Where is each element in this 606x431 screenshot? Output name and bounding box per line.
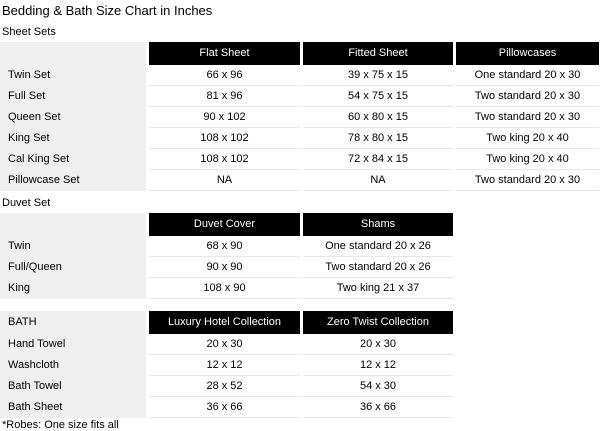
section-label-duvet-set: Duvet Set <box>2 197 51 209</box>
row-label: Full Set <box>0 86 146 107</box>
data-cell: 12 x 12 <box>149 355 300 376</box>
column-header-pillowcases: Pillowcases <box>456 42 599 65</box>
data-cell: 54 x 30 <box>303 376 453 397</box>
data-cell: NA <box>149 170 300 191</box>
column-header-shams: Shams <box>303 213 453 236</box>
data-cell: Two standard 20 x 30 <box>456 107 599 128</box>
data-cell: Two king 21 x 37 <box>303 278 453 299</box>
corner-cell <box>0 42 146 65</box>
column-header-fitted-sheet: Fitted Sheet <box>303 42 453 65</box>
column-header-duvet-cover: Duvet Cover <box>149 213 300 236</box>
row-label: King Set <box>0 128 146 149</box>
data-cell: 78 x 80 x 15 <box>303 128 453 149</box>
data-cell: One standard 20 x 26 <box>303 236 453 257</box>
section-label-sheet-sets: Sheet Sets <box>2 26 56 38</box>
data-cell: 36 x 66 <box>303 397 453 418</box>
data-cell: 20 x 30 <box>303 334 453 355</box>
row-label: Twin <box>0 236 146 257</box>
row-label: Bath Sheet <box>0 397 146 418</box>
data-cell: 60 x 80 x 15 <box>303 107 453 128</box>
robes-footnote: *Robes: One size fits all <box>2 419 119 431</box>
data-cell: 72 x 84 x 15 <box>303 149 453 170</box>
data-cell: 12 x 12 <box>303 355 453 376</box>
data-cell: 90 x 102 <box>149 107 300 128</box>
data-cell: 20 x 30 <box>149 334 300 355</box>
data-cell: Two king 20 x 40 <box>456 149 599 170</box>
corner-cell-bath: BATH <box>0 311 146 334</box>
column-header-zero-twist-collection: Zero Twist Collection <box>303 311 453 334</box>
data-cell: 54 x 75 x 15 <box>303 86 453 107</box>
data-cell: 28 x 52 <box>149 376 300 397</box>
data-cell: 36 x 66 <box>149 397 300 418</box>
row-label: Full/Queen <box>0 257 146 278</box>
row-label: Cal King Set <box>0 149 146 170</box>
data-cell: Two standard 20 x 26 <box>303 257 453 278</box>
sheet-sets-table <box>0 42 606 191</box>
row-label: Pillowcase Set <box>0 170 146 191</box>
data-cell: 90 x 90 <box>149 257 300 278</box>
data-cell: 81 x 96 <box>149 86 300 107</box>
data-cell: Two standard 20 x 30 <box>456 86 599 107</box>
data-cell: 108 x 102 <box>149 149 300 170</box>
column-header-luxury-hotel-collection: Luxury Hotel Collection <box>149 311 300 334</box>
column-header-flat-sheet: Flat Sheet <box>149 42 300 65</box>
row-label: Twin Set <box>0 65 146 86</box>
data-cell: 66 x 96 <box>149 65 300 86</box>
row-label: King <box>0 278 146 299</box>
row-label: Washcloth <box>0 355 146 376</box>
data-cell: 108 x 90 <box>149 278 300 299</box>
corner-cell <box>0 213 146 236</box>
row-label: Hand Towel <box>0 334 146 355</box>
row-label: Queen Set <box>0 107 146 128</box>
data-cell: 68 x 90 <box>149 236 300 257</box>
data-cell: One standard 20 x 30 <box>456 65 599 86</box>
data-cell: NA <box>303 170 453 191</box>
data-cell: Two standard 20 x 30 <box>456 170 599 191</box>
data-cell: 39 x 75 x 15 <box>303 65 453 86</box>
data-cell: Two king 20 x 40 <box>456 128 599 149</box>
page-title: Bedding & Bath Size Chart in Inches <box>2 3 213 18</box>
bath-table <box>0 311 606 418</box>
data-cell: 108 x 102 <box>149 128 300 149</box>
row-label: Bath Towel <box>0 376 146 397</box>
duvet-set-table <box>0 213 606 299</box>
